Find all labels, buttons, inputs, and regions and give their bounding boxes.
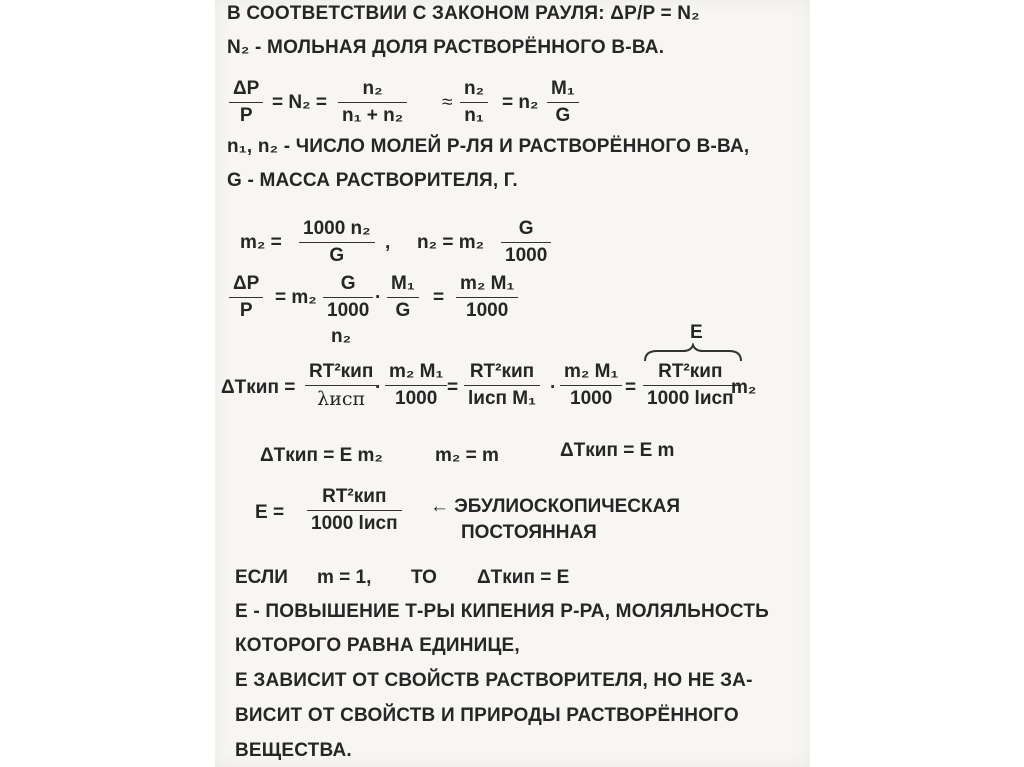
m1-over-g: $\frac{\text{M₁}}{G}$ [547, 78, 579, 127]
g-definition: G - МАССА РАСТВОРИТЕЛЯ, Г. [227, 170, 518, 191]
ebullioscopic-label: ← ЭБУЛИОСКОПИЧЕСКАЯ [430, 496, 680, 517]
n2-definition: N₂ - МОЛЬНАЯ ДОЛЯ РАСТВОРЁННОГО В-ВА. [227, 37, 665, 58]
e-dependence-2: ВИСИТ ОТ СВОЙСТВ И ПРИРОДЫ РАСТВОРЁННОГО [235, 705, 739, 726]
raoult-law-heading: В СООТВЕТСТВИИ С ЗАКОНОМ РАУЛЯ: ΔP/P = N₂ [227, 3, 700, 24]
e-definition-2: КОТОРОГО РАВНА ЕДИНИЦЕ, [235, 635, 520, 656]
e-dependence-3: ВЕЩЕСТВА. [235, 740, 352, 761]
document-page: В СООТВЕТСТВИИ С ЗАКОНОМ РАУЛЯ: ΔP/P = N₂ N₂ - МОЛЬНАЯ ДОЛЯ РАСТВОРЁННОГО В-ВА. $\frac{\Delta P}{P}$ = N₂ = $\frac{\text{n₂}}{\text{n₁ + n₂}}$ ≈ $\frac{\text{n₂}}{\text{n₁}}$ = n₂ $\frac{\text{M₁}}{G}$ n₁, n₂ - ЧИСЛО МОЛЕЙ Р-ЛЯ И РАСТВОРЁННОГО В-ВА, G - МАССА РАСТВОРИТЕЛЯ, Г. m₂ = $\frac{\text{1000 n₂}}{G}$ , n₂ = m₂ $\frac{G}{1000}$ $\frac{\Delta P}{P}$ = m₂ $\frac{G}{1000}$ · $\frac{\text{M₁}}{G}$ = $\frac{\text{m₂ M₁}}{1000}$ n₂ E ΔTкип = RT²кип λисп · $\frac{\text{m₂ M₁}}{1000}$ = RT²кип lисп M₁ · $\frac{\text{m₂ M₁}}{1000}$ = RT²кип 1000 lисп m₂ ΔTкип = E m₂ m₂ = m ΔTкип = E m E = RT²кип 1000 lисп ← ЭБУЛИОСКОПИЧЕСКАЯ ПОСТОЯННАЯ ЕСЛИ m = 1, ТО ΔTкип = E E - ПОВЫШЕНИЕ Т-РЫ КИПЕНИЯ Р-РА, МОЛЯЛЬНОСТЬ КОТОРОГО РАВНА ЕДИНИЦЕ, E ЗАВИСИТ ОТ СВОЙСТВ РАСТВОРИТЕЛЯ, НО НЕ ЗА- ВИСИТ ОТ СВОЙСТВ И ПРИРОДЫ РАСТВОРЁННОГО ВЕЩЕСТВА. [215, 0, 810, 767]
dp-over-p: $\frac{\Delta P}{P}$ [229, 78, 263, 127]
e-dependence-1: E ЗАВИСИТ ОТ СВОЙСТВ РАСТВОРИТЕЛЯ, НО НЕ ЗА- [235, 670, 753, 691]
e-definition-1: E - ПОВЫШЕНИЕ Т-РЫ КИПЕНИЯ Р-РА, МОЛЯЛЬНОСТЬ [235, 601, 769, 622]
ebullioscopic-label-2: ПОСТОЯННАЯ [461, 522, 597, 543]
curly-brace-icon [643, 343, 743, 363]
n1-n2-definition: n₁, n₂ - ЧИСЛО МОЛЕЙ Р-ЛЯ И РАСТВОРЁННОГО В-ВА, [227, 136, 750, 157]
e-label-over-brace: E [690, 322, 703, 343]
n2-over-n1: $\frac{\text{n₂}}{\text{n₁}}$ [460, 78, 488, 127]
n2-over-n1n2: $\frac{\text{n₂}}{\text{n₁ + n₂}}$ [338, 78, 407, 127]
